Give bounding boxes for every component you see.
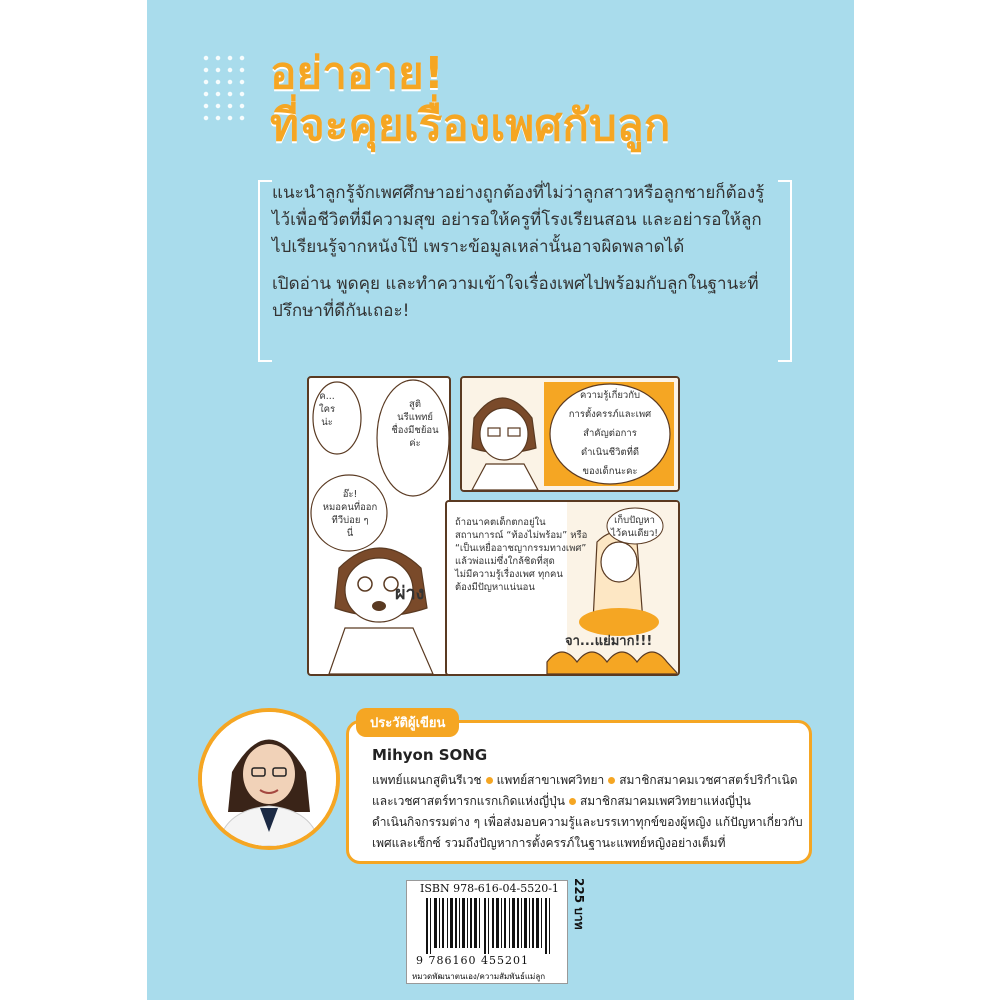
author-tab: ประวัติผู้เขียน — [356, 708, 459, 737]
title-line-2: ที่จะคุยเรื่องเพศกับลูก — [270, 100, 671, 151]
p3-bubble: เก็บปัญหา ไว้คนเดียว! — [611, 515, 659, 539]
right-bracket — [778, 180, 792, 362]
author-photo — [198, 708, 340, 850]
p1-bubble-1: ค... ใคร น่ะ — [319, 391, 336, 428]
barcode-icon — [426, 898, 552, 954]
bio-line-2: และเวชศาสตร์ทารกแรกเกิดแห่งญี่ปุ่น สมาชิกสมาคมเพศวิทยาแห่งญี่ปุ่น — [372, 794, 751, 808]
p1-sound-effect: ผ่าง — [395, 583, 425, 604]
left-bracket — [258, 180, 272, 362]
author-bio — [372, 770, 804, 854]
isbn-number: ISBN 978-616-04-5520-1 — [420, 882, 559, 895]
decorative-dots — [200, 52, 250, 124]
book-title — [270, 48, 670, 152]
price-label: 225 บาท — [572, 878, 586, 930]
title-line-1: อย่าอาย! — [270, 48, 444, 99]
book-category: หมวดพัฒนาตนเอง/ความสัมพันธ์แม่ลูก — [412, 972, 546, 981]
author-name: Mihyon SONG — [372, 746, 488, 764]
bio-line-1: แพทย์แผนกสูตินรีเวช แพทย์สาขาเพศวิทยา สมาชิกสมาคมเวชศาสตร์ปริกำเนิด — [372, 773, 798, 787]
comic-panel-2 — [460, 376, 680, 492]
comic-panel-1 — [307, 376, 451, 676]
barcode-digits: 9 786160 455201 — [416, 954, 529, 967]
bio-line-3: ดำเนินกิจกรรมต่าง ๆ เพื่อส่งมอบความรู้และบรรเทาทุกข์ของผู้หญิง แก้ปัญหาเกี่ยวกับเพศและเซ็กซ์ รวมถึงปัญหาการตั้งครรภ์ในฐานะแพทย์หญิงอย่างเต็มที่ — [372, 815, 803, 850]
comic-panel-3 — [445, 500, 680, 676]
p1-bubble-2: อ๊ะ! หมอคนที่ออก ทีวีบ่อย ๆ นี่ — [322, 489, 378, 539]
intro-paragraph-2: เปิดอ่าน พูดคุย และทำความเข้าใจเรื่องเพศไปพร้อมกับลูกในฐานะที่ปรึกษาที่ดีกันเถอะ! — [272, 274, 759, 321]
bullet-dot — [608, 777, 615, 784]
intro-paragraph-1: แนะนำลูกรู้จักเพศศึกษาอย่างถูกต้องที่ไม่ว่าลูกสาวหรือลูกชายก็ต้องรู้ไว้เพื่อชีวิตที่มีความสุข อย่ารอให้ครูที่โรงเรียนสอน และอย่ารอให้ลูกไปเรียนรู้จากหนังโป๊ เพราะข้อมูลเหล่านั้นอาจผิดพลาดได้ — [272, 183, 765, 257]
intro-text — [272, 180, 777, 335]
p2-speech: ความรู้เกี่ยวกับ การตั้งครรภ์และเพศ สำคัญต่อการ ดำเนินชีวิตที่ดี ของเด็กนะคะ — [568, 390, 652, 477]
author-portrait — [202, 712, 336, 846]
bullet-dot — [569, 798, 576, 805]
bullet-dot — [486, 777, 493, 784]
p3-sound-effect: จา...แย่มาก!!! — [565, 634, 653, 649]
p1-bubble-3: สูติ นรีแพทย์ ชื่องมีชย้อน ค่ะ — [391, 399, 439, 449]
p3-narration: ถ้าอนาคตเด็กตกอยู่ใน สถานการณ์ “ท้องไม่พร้อม” หรือ “เป็นเหยื่ออาชญากรรมทางเพศ” แล้วพ่อแม่ซึ่งใกล้ชิดที่สุด ไม่มีความรู้เรื่องเพศ ทุกคน ต้องมีปัญหาแน่นอน — [455, 517, 588, 593]
